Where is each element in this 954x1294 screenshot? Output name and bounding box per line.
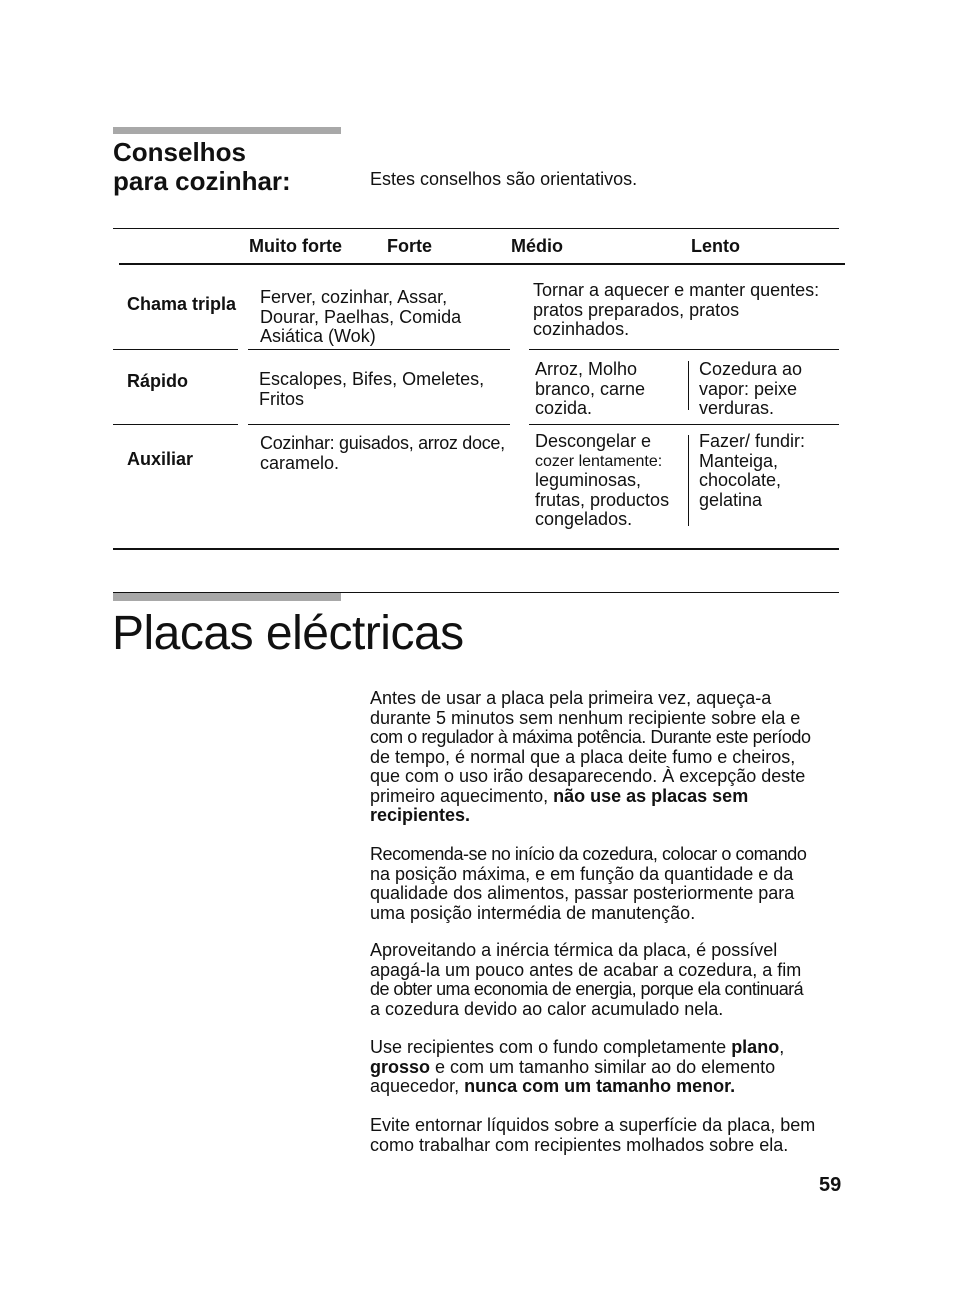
- cell-line: cozinhados.: [533, 319, 630, 339]
- emphasis-text: grosso: [370, 1056, 431, 1077]
- text-span: primeiro aquecimento,: [370, 785, 554, 806]
- text-line: apagá-la um pouco antes de acabar a cozedura, a fim: [370, 959, 802, 980]
- cell-line: vapor: peixe: [699, 378, 798, 399]
- text-line: [370, 1058, 842, 1078]
- cell-line: Cozedura ao: [699, 359, 803, 379]
- warning-text: não use as placas sem: [553, 785, 749, 806]
- cell-line: Manteiga,: [699, 450, 779, 471]
- warning-text: recipientes.: [370, 805, 471, 825]
- cell-chama-tripla-low: [533, 281, 819, 340]
- row-separator: [529, 424, 839, 425]
- intro-text: Estes conselhos são orientativos.: [370, 169, 638, 189]
- cell-line: chocolate,: [699, 470, 782, 490]
- text-line: Evite entornar líquidos sobre a superfície da placa, bem: [370, 1115, 816, 1135]
- header-medio: Médio: [511, 236, 563, 256]
- cell-line: Escalopes, Bifes, Omeletes,: [259, 369, 485, 389]
- text-line: de tempo, é normal que a placa deite fumo e cheiros,: [370, 746, 796, 767]
- column-divider: [688, 435, 689, 526]
- text-line: com o regulador à máxima potência. Durante este período: [370, 727, 811, 747]
- table-header-rule: [119, 263, 845, 265]
- row-separator: [248, 424, 510, 425]
- cell-line: cozida.: [535, 398, 593, 418]
- text-line: [370, 1038, 842, 1058]
- header-muito-forte: Muito forte: [249, 236, 342, 256]
- cell-auxiliar-high: [260, 434, 505, 473]
- page-number: 59: [819, 1174, 842, 1196]
- emphasis-text: nunca com um tamanho menor.: [464, 1076, 736, 1096]
- text-line: Aproveitando a inércia térmica da placa, é possível: [370, 940, 778, 960]
- column-divider: [688, 361, 689, 410]
- cell-auxiliar-low: [699, 432, 805, 510]
- cell-line: cozer lentamente:: [535, 452, 663, 470]
- text-line: como trabalhar com recipientes molhados sobre ela.: [370, 1134, 789, 1155]
- cell-line: verduras.: [699, 398, 775, 418]
- text-line: uma posição intermédia de manutenção.: [370, 902, 696, 923]
- paragraph-recommendation: [370, 845, 842, 923]
- text-span: e com um tamanho similar ao do elemento: [430, 1056, 776, 1077]
- paragraph-spills: [370, 1116, 842, 1155]
- row-separator: [529, 349, 839, 350]
- cell-line: Tornar a aquecer e manter quentes:: [533, 280, 820, 300]
- paragraph-thermal-inertia: [370, 941, 842, 1019]
- row-separator: [113, 349, 238, 350]
- section-marker-bar: [113, 127, 341, 134]
- text-line: qualidade dos alimentos, passar posteriormente para: [370, 883, 795, 903]
- chapter-title: Placas eléctricas: [112, 607, 464, 660]
- cell-rapido-low: [699, 360, 802, 419]
- text-line: que com o uso irão desaparecendo. À excepção deste: [370, 766, 806, 786]
- text-span: ,: [779, 1037, 785, 1057]
- cell-line: pratos preparados, pratos: [533, 299, 740, 320]
- text-line: Recomenda-se no início da cozedura, colocar o comando: [370, 844, 807, 864]
- text-line: durante 5 minutos sem nenhum recipiente sobre ela e: [370, 707, 801, 728]
- row-label-chama-tripla: Chama tripla: [127, 294, 237, 314]
- row-separator: [248, 349, 510, 350]
- cell-line: caramelo.: [260, 452, 340, 473]
- cell-line: Arroz, Molho: [535, 359, 638, 379]
- cell-line: gelatina: [699, 489, 763, 510]
- text-line: [370, 806, 842, 826]
- text-line: na posição máxima, e em função da quantidade e da: [370, 863, 794, 884]
- paragraph-containers: [370, 1038, 842, 1097]
- cell-line: Ferver, cozinhar, Assar,: [260, 287, 448, 307]
- emphasis-text: plano: [731, 1037, 780, 1057]
- cell-rapido-medium: [535, 360, 645, 419]
- text-span: aquecedor,: [370, 1076, 465, 1096]
- cell-line: leguminosas,: [535, 470, 642, 490]
- cell-line: Dourar, Paelhas, Comida: [260, 306, 462, 327]
- text-span: Use recipientes com o fundo completamente: [370, 1037, 732, 1057]
- cell-auxiliar-medium: [535, 432, 669, 530]
- cell-line: branco, carne: [535, 378, 646, 399]
- cell-line: Cozinhar: guisados, arroz doce,: [260, 433, 505, 453]
- cell-line: frutas, productos: [535, 489, 670, 510]
- header-forte: Forte: [387, 236, 432, 256]
- text-line: [370, 787, 842, 807]
- row-label-auxiliar: Auxiliar: [127, 449, 194, 469]
- row-label-rapido: Rápido: [127, 371, 188, 391]
- table-top-rule: [113, 228, 839, 229]
- header-lento: Lento: [691, 236, 740, 256]
- text-line: de obter uma economia de energia, porque ela continuará: [370, 979, 804, 999]
- cell-line: congelados.: [535, 509, 633, 529]
- cell-line: Asiática (Wok): [260, 326, 376, 346]
- cell-line: Descongelar e: [535, 431, 652, 451]
- section-title-line2: para cozinhar:: [113, 166, 291, 196]
- paragraph-first-use: [370, 689, 842, 826]
- row-separator: [113, 424, 238, 425]
- section-title-line1: Conselhos: [113, 137, 246, 167]
- text-line: Antes de usar a placa pela primeira vez, aqueça-a: [370, 688, 772, 708]
- text-line: a cozedura devido ao calor acumulado nela.: [370, 998, 724, 1019]
- text-line: [370, 1077, 842, 1097]
- cell-line: Fritos: [259, 388, 304, 409]
- cell-line: Fazer/ fundir:: [699, 431, 806, 451]
- section-title: [113, 138, 291, 196]
- cell-rapido-high: [259, 370, 484, 409]
- table-bottom-rule: [113, 548, 839, 550]
- chapter-marker-bar: [113, 593, 341, 601]
- cell-chama-tripla-high: [260, 288, 461, 347]
